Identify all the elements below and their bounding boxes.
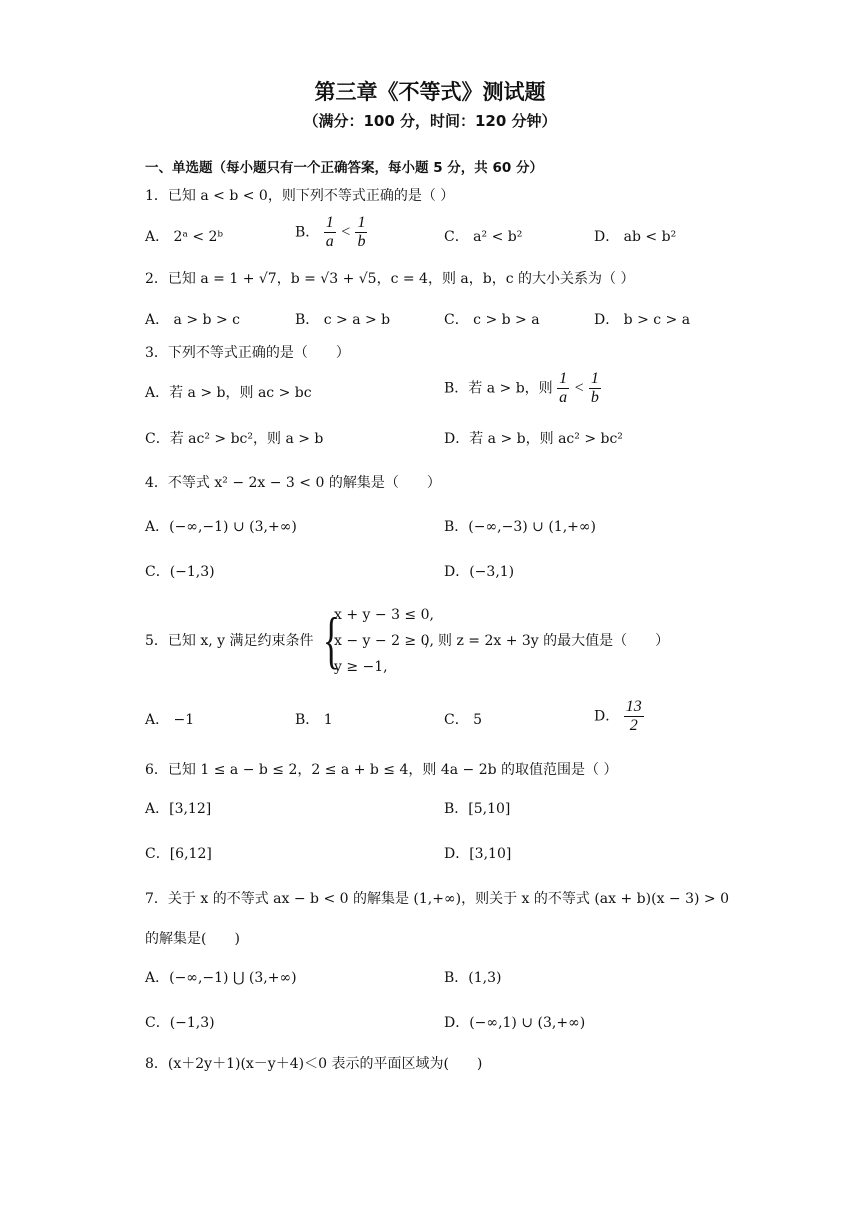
question-2-option-a: A． a > b > c — [145, 312, 240, 328]
constraint-2: x − y − 2 ≥ 0, — [334, 633, 434, 649]
question-4-option-d: D．(−3,1) — [444, 564, 515, 580]
question-4-stem: 4．不等式 x² − 2x − 3 < 0 的解集是（ ） — [145, 475, 441, 491]
fraction-13-over-2: $\frac{13}{2}$ — [625, 698, 642, 734]
fraction-1-over-a: $\frac{1}{a}$ — [559, 370, 568, 406]
question-7-option-b: B．(1,3) — [444, 970, 502, 986]
question-5-option-a: A． −1 — [145, 712, 195, 728]
question-8-stem: 8．(x＋2y＋1)(x－y＋4)＜0 表示的平面区域为( ) — [145, 1056, 483, 1072]
question-7-stem-continued: 的解集是( ) — [145, 931, 240, 947]
page-subtitle: （满分：100 分，时间：120 分钟） — [303, 112, 557, 130]
question-7-option-d: D．(−∞,1) ∪ (3,+∞) — [444, 1015, 586, 1031]
question-2-option-d: D． b > c > a — [594, 312, 691, 328]
less-than: < — [573, 379, 585, 397]
question-6-stem: 6．已知 1 ≤ a − b ≤ 2，2 ≤ a + b ≤ 4，则 4a − 2b 的取值范围是（ ） — [145, 762, 618, 778]
page-title: 第三章《不等式》测试题 — [314, 80, 546, 104]
question-3-option-d: D．若 a > b，则 ac² > bc² — [444, 431, 623, 447]
question-5-suffix: ，则 z = 2x + 3y 的最大值是（ ） — [424, 633, 670, 649]
question-4-option-b: B．(−∞,−3) ∪ (1,+∞) — [444, 519, 596, 535]
question-5-option-b: B． 1 — [295, 712, 333, 728]
question-4-option-c: C．(−1,3) — [145, 564, 215, 580]
question-7-option-c: C．(−1,3) — [145, 1015, 215, 1031]
fraction-1-over-a: $\frac{1}{a}$ — [325, 214, 334, 250]
question-1-option-a: A． 2ᵃ < 2ᵇ — [145, 229, 224, 245]
question-2-option-b: B． c > a > b — [295, 312, 391, 328]
question-3-option-a: A．若 a > b，则 ac > bc — [145, 385, 312, 401]
question-5-option-d — [594, 698, 644, 735]
question-1-option-d: D． ab < b² — [594, 229, 677, 245]
question-2-stem: 2．已知 a = 1 + √7，b = √3 + √5，c = 4，则 a，b，c 的大小关系为（ ） — [145, 271, 635, 287]
option-d-label: D． — [594, 708, 620, 725]
section-heading: 一、单选题（每小题只有一个正确答案，每小题 5 分，共 60 分） — [145, 160, 543, 176]
fraction-1-over-b: $\frac{1}{b}$ — [590, 370, 599, 406]
question-4-option-a: A．(−∞,−1) ∪ (3,+∞) — [145, 519, 297, 535]
constraint-3: y ≥ −1, — [334, 659, 388, 675]
option-b-label: B． — [295, 224, 320, 241]
constraint-brace: { — [322, 604, 340, 675]
question-5-prefix: 5．已知 x, y 满足约束条件 — [145, 633, 314, 649]
constraint-1: x + y − 3 ≤ 0, — [334, 607, 434, 623]
question-3-stem: 3．下列不等式正确的是（ ） — [145, 345, 350, 361]
question-6-option-a: A．[3,12] — [145, 801, 212, 817]
fraction-1-over-b: $\frac{1}{b}$ — [357, 214, 366, 250]
less-than: < — [340, 223, 351, 241]
question-1-option-b — [295, 214, 367, 251]
question-6-option-d: D．[3,10] — [444, 846, 512, 862]
question-3-option-b — [444, 370, 601, 407]
question-6-option-c: C．[6,12] — [145, 846, 212, 862]
question-7-option-a: A．(−∞,−1) ⋃ (3,+∞) — [145, 970, 297, 986]
option-b-label: B．若 a > b，则 — [444, 380, 553, 397]
question-3-option-c: C．若 ac² > bc²，则 a > b — [145, 431, 324, 447]
question-6-option-b: B．[5,10] — [444, 801, 511, 817]
question-1-option-c: C． a² < b² — [444, 229, 523, 245]
question-2-option-c: C． c > b > a — [444, 312, 540, 328]
question-1-stem: 1．已知 a < b < 0，则下列不等式正确的是（ ） — [145, 188, 455, 204]
question-7-stem: 7．关于 x 的不等式 ax − b < 0 的解集是 (1,+∞)，则关于 x 的不等式 (ax + b)(x − 3) > 0 — [145, 891, 729, 907]
question-5-option-c: C． 5 — [444, 712, 483, 728]
